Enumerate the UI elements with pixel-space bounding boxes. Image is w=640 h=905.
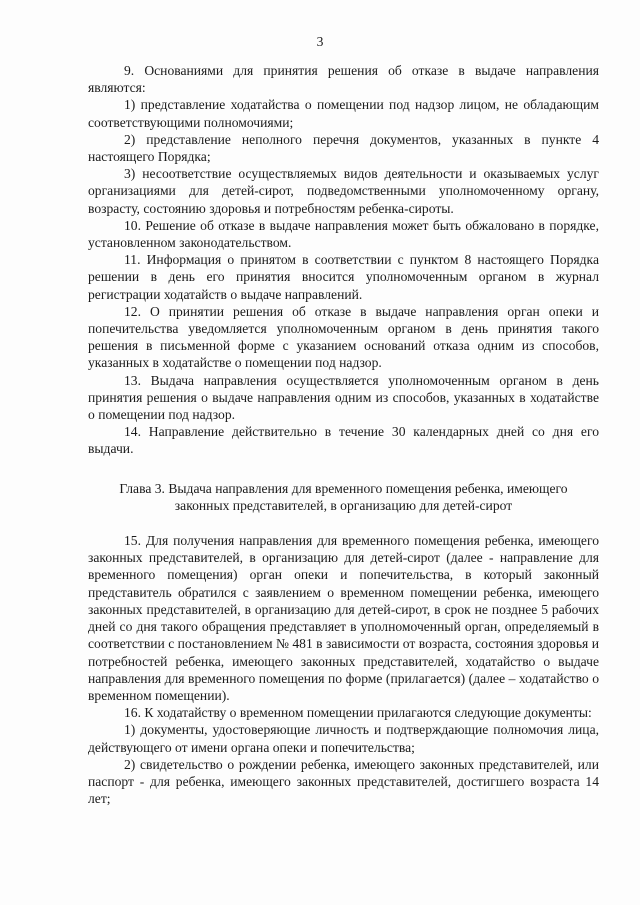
paragraph-13: 13. Выдача направления осуществляется уполномоченным органом в день принятия решения о выдаче направления одним из способов, указанных в ходатайстве о помещении под надзор.	[88, 372, 599, 423]
spacer	[88, 458, 599, 480]
paragraph-16-item-2: 2) свидетельство о рождении ребенка, имеющего законных представителей, или паспорт - для ребенка, имеющего законных представителей, достигшего возраста 14 лет;	[88, 756, 599, 807]
paragraph-9-item-3: 3) несоответствие осуществляемых видов деятельности и оказываемых услуг организациями для детей-сирот, подведомственными уполномоченному органу, возрасту, состоянию здоровья и потребностям ребенка-сироты.	[88, 166, 599, 216]
paragraph-12: 12. О принятии решения об отказе в выдаче направления орган опеки и попечительства уведомляется уполномоченным органом в день принятия такого решения в письменной форме с указанием оснований отказа одним из способов, указанных в ходатайстве о помещении под надзор.	[88, 303, 599, 371]
paragraph-15: 15. Для получения направления для временного помещения ребенка, имеющего законных представителей, в организацию для детей-сирот (далее - направление для временного помещения) орган опеки и попечительства, в который законный представитель обратился с заявлением о временном помещении ребенка, имеющего законных представителей, в организацию для детей-сирот, в срок не позднее 5 рабочих дней со дня такого обращения представляет в уполномоченный орган, определяемый в соответствии с постановлением № 481 в зависимости от возраста, состояния здоровья и потребностей ребенка, имеющего законных представителей, ходатайство о выдаче направления для временного помещения по форме (прилагается) (далее – ходатайство о временном помещении).	[88, 533, 599, 703]
paragraph-16: 16. К ходатайству о временном помещении прилагаются следующие документы:	[124, 705, 592, 721]
page-number: 3	[316, 34, 324, 49]
chapter-heading: Глава 3. Выдача направления для временного помещения ребенка, имеющего законных представителей, в организацию для детей-сирот	[119, 480, 568, 513]
document-body	[88, 62, 599, 807]
paragraph-9-item-1: 1) представление ходатайства о помещении под надзор лицом, не обладающим соответствующими полномочиями;	[88, 97, 599, 130]
spacer	[88, 514, 599, 532]
paragraph-11: 11. Информация о принятом в соответствии с пунктом 8 настоящего Порядка решении в день его принятия вносится уполномоченным органом в журнал регистрации ходатайств о выдаче направлений.	[88, 252, 599, 302]
paragraph-16-item-1: 1) документы, удостоверяющие личность и подтверждающие полномочия лица, действующего от имени органа опеки и попечительства;	[88, 722, 599, 755]
paragraph-9: 9. Основаниями для принятия решения об отказе в выдаче направления являются:	[88, 63, 599, 96]
paragraph-14: 14. Направление действительно в течение 30 календарных дней со дня его выдачи.	[88, 424, 599, 457]
paragraph-9-item-2: 2) представление неполного перечня документов, указанных в пункте 4 настоящего Порядка;	[88, 131, 599, 165]
paragraph-10: 10. Решение об отказе в выдаче направления может быть обжаловано в порядке, установленном законодательством.	[88, 217, 599, 251]
